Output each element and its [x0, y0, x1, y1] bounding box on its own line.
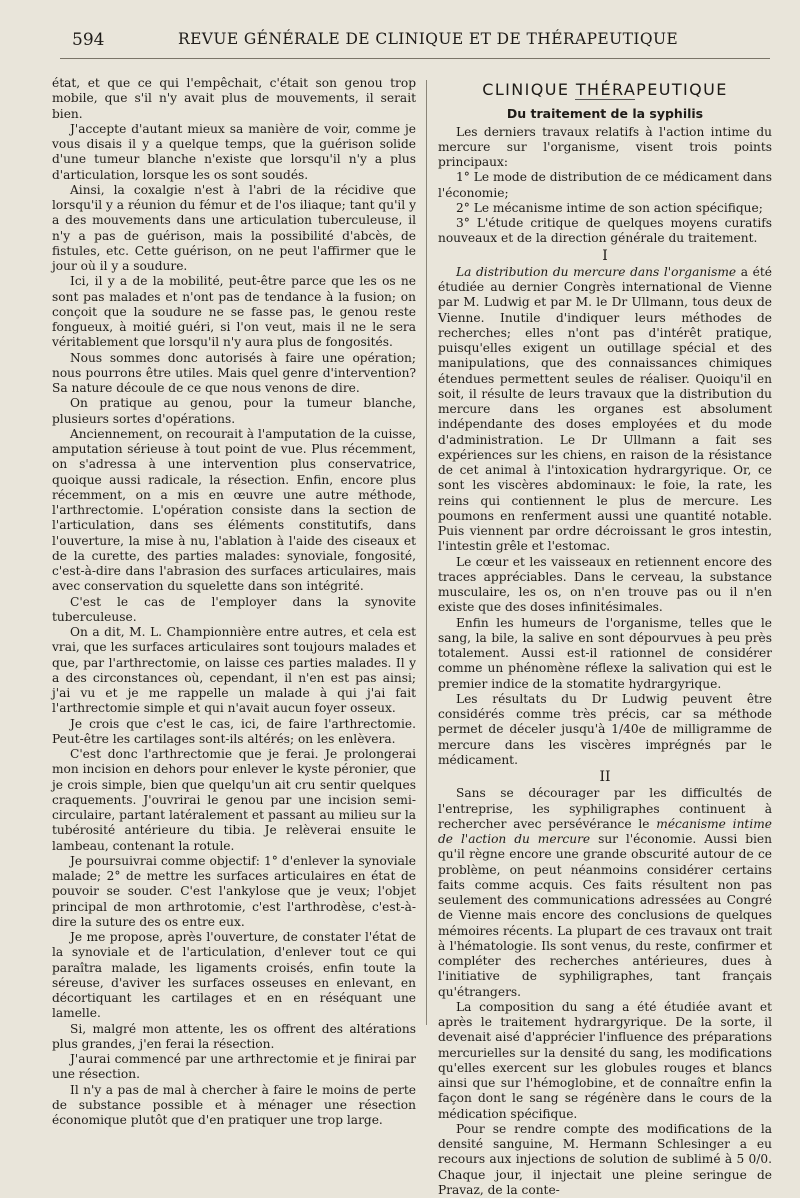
left-column [52, 76, 416, 1127]
paragraph: J'aurai commencé par une arthrectomie et je finirai par une résection. [52, 1052, 416, 1082]
paragraph: Si, malgré mon attente, les os offrent des altérations plus grandes, j'en ferai la résection. [52, 1021, 416, 1051]
list-item: 2° Le mécanisme intime de son action spécifique; [456, 200, 763, 215]
list-item: 1° Le mode de distribution de ce médicament dans l'économie; [438, 170, 772, 200]
paragraph: Enfin les humeurs de l'organisme, telles que le sang, la bile, la salive en sont dépourvues à peu près totalement. Aussi est-il rationnel de considérer comme un phénomène réflexe la salivation qui est le premier indice de la stomatite hydrargyrique. [438, 615, 772, 691]
italic-phrase: mécanisme intime de l'action du mercure [438, 816, 772, 846]
paragraph-text: a été étudiée au dernier Congrès international de Vienne par M. Ludwig et par M. le Dr Ullmann, tous deux de Vienne. Inutile d'indiquer leurs méthodes de recherches; elles n'ont pas d'intérêt pratique, puisqu'elles exigent un outillage spécial et des manipulations, que des connaissances chimiques étendues permettent seules de réaliser. Quoiqu'il en soit, il résulte de leurs travaux que la distribution du mercure dans les organes est absolument indépendante des doses employées et du mode d'administration. Le Dr Ullmann a fait ses expériences sur les chiens, en raison de la résistance de cet animal à l'intoxication hydrargyrique. Or, ce sont les viscères abdominaux: le foie, la rate, les reins qui contiennent le plus de mercure. Les poumons en renferment aussi une quantité notable. Puis viennent par ordre décroissant le gros intestin, l'intestin grêle et l'estomac. [438, 264, 772, 554]
paragraph-text: Sans se décourager par les difficultés de l'entreprise, les syphiligraphes continuent à rechercher avec persévérance le [438, 786, 772, 831]
paragraph: Je crois que c'est le cas, ici, de faire l'arthrectomie. Peut-être les cartilages sont-ils altérés; on les enlèvera. [52, 716, 416, 746]
column-divider [426, 80, 427, 1025]
paragraph: Ici, il y a de la mobilité, peut-être parce que les os ne sont pas malades et n'ont pas de tendance à la fusion; on conçoit que la soudure ne se fasse pas, le genou reste fongueux, à moitié guéri, si l'on veut, mais il ne le sera véritablement que lorsqu'il n'y aura plus de fongosités. [52, 274, 416, 350]
list-item: 3° L'étude critique de quelques moyens curatifs nouveaux et de la direction générale du traitement. [438, 216, 772, 246]
paragraph: C'est donc l'arthrectomie que je ferai. Je prolongerai mon incision en dehors pour enlever le kyste péronier, que je crois simple, bien que quelqu'un ait cru sentir quelques craquements. J'ouvrirai le genou par une incision semi-circulaire, partant latéralement et passant au milieu sur la tubérosité antérieure du tibia. Je relèverai ensuite le lambeau, contenant la rotule. [52, 747, 416, 853]
paragraph [438, 786, 772, 1000]
paragraph: On pratique au genou, pour la tumeur blanche, plusieurs sortes d'opérations. [52, 396, 416, 426]
paragraph: Je me propose, après l'ouverture, de constater l'état de la synoviale et de l'articulation, d'enlever tout ce qui paraîtra malade, les ligaments croisés, enfin toute la séreuse, d'aviver les surfaces osseuses en enlevant, en décortiquant les cartilages et en en réséquant une lamelle. [52, 930, 416, 1021]
paragraph: Les résultats du Dr Ludwig peuvent être considérés comme très précis, car sa méthode permet de déceler jusqu'à 1/40e de milligramme de mercure dans les viscères imprégnés par le médicament. [438, 691, 772, 767]
paragraph: Les derniers travaux relatifs à l'action intime du mercure sur l'organisme, visent trois points principaux: [438, 124, 772, 169]
section-heading: CLINIQUE THÉRAPEUTIQUE [482, 80, 728, 99]
right-column [438, 76, 772, 1197]
page-number: 594 [72, 30, 105, 50]
section-rule [575, 99, 635, 100]
paragraph: On a dit, M. L. Championnière entre autres, et cela est vrai, que les surfaces articulaires sont toujours malades et que, par l'arthrectomie, on laisse ces parties malades. Il y a des circonstances où, cependant, il n'en est pas ainsi; j'ai vu et je me rappelle un malade à qui j'ai fait l'arthrectomie simple et qui n'avait aucun foyer osseux. [52, 625, 416, 716]
header-rule [60, 58, 770, 59]
paragraph: La composition du sang a été étudiée avant et après le traitement hydrargyrique. De la sorte, il devenait aisé d'apprécier l'influence des préparations mercurielles sur la densité du sang, les modifications qu'elles exercent sur les globules rouges et blancs ainsi que sur l'hémoglobine, et de connaître enfin la façon dont le sang se régénère dans le cours de la médication spécifique. [438, 999, 772, 1121]
article-title: Du traitement de la syphilis [506, 106, 704, 122]
page-header [60, 30, 765, 52]
paragraph: Je poursuivrai comme objectif: 1° d'enlever la synoviale malade; 2° de mettre les surfaces articulaires en état de pouvoir se souder. C'est l'ankylose que je veux; l'objet principal de mon arthrotomie, c'est l'arthrodèse, c'est-à-dire la suture des os entre eux. [52, 853, 416, 929]
paragraph: Anciennement, on recourait à l'amputation de la cuisse, amputation sérieuse à tout point de vue. Plus récemment, on s'adressa à une intervention plus conservatrice, quoique aussi radicale, la résection. Enfin, encore plus récemment, on a mis en œuvre une autre méthode, l'arthrectomie. L'opération consiste dans la section de l'articulation, dans ses éléments constitutifs, dans l'ouverture, la mise à nu, l'ablation à l'aide des ciseaux et de la curette, des parties malades: synoviale, fongosité, c'est-à-dire dans l'abrasion des surfaces articulaires, mais avec conservation du squelette dans son intégrité. [52, 426, 416, 594]
paragraph: Nous sommes donc autorisés à faire une opération; nous pourrons être utiles. Mais quel genre d'intervention? Sa nature découle de ce que nous venons de dire. [52, 350, 416, 395]
paragraph: Le cœur et les vaisseaux en retiennent encore des traces appréciables. Dans le cerveau, la substance musculaire, les os, on n'en trouve pas ou il n'en existe que des doses infinitésimales. [438, 554, 772, 615]
paragraph: Pour se rendre compte des modifications de la densité sanguine, M. Hermann Schlesinger a eu recours aux injections de solution de sublimé à 5 0/0. Chaque jour, il injectait une pleine seringue de Pravaz, de la conte- [438, 1121, 772, 1197]
paragraph: Ainsi, la coxalgie n'est à l'abri de la récidive que lorsqu'il y a réunion du fémur et de l'os iliaque; tant qu'il y a des mouvements dans une articulation tuberculeuse, il n'y a pas de guérison, mais la possibilité d'abcès, de fistules, etc. Cette guérison, on ne peut l'affirmer que le jour où il y a soudure. [52, 182, 416, 273]
running-title: REVUE GÉNÉRALE DE CLINIQUE ET DE THÉRAPEUTIQUE [178, 30, 679, 48]
paragraph: Il n'y a pas de mal à chercher à faire le moins de perte de substance possible et à ménager une résection économique plutôt que d'en pratiquer une trop large. [52, 1082, 416, 1127]
paragraph: état, et que ce qui l'empêchait, c'était son genou trop mobile, que s'il n'y avait plus de mouvements, il serait bien. [52, 76, 416, 121]
part-numeral: I [602, 247, 608, 264]
paragraph: J'accepte d'autant mieux sa manière de voir, comme je vous disais il y a quelque temps, que la guérison solide d'une tumeur blanche n'existe que lorsqu'il n'y a plus d'articulation, lorsque les os sont soudés. [52, 121, 416, 182]
part-numeral: II [599, 769, 611, 785]
paragraph: C'est le cas de l'employer dans la synovite tuberculeuse. [52, 594, 416, 624]
paragraph-text: sur l'économie. Aussi bien qu'il règne encore une grande obscurité autour de ce problème, on peut néanmoins considérer certains faits comme acquis. Ces faits résultent non pas seulement des communications adressées au Congré de Vienne mais encore des conclusions de quelques mémoires récents. La plupart de ces travaux ont trait à l'hématologie. Ils sont venus, du reste, confirmer et compléter des recherches antérieures, dues à l'initiative de syphiligraphes, tant français qu'étrangers. [438, 832, 772, 999]
paragraph [438, 265, 772, 555]
italic-lead: La distribution du mercure dans l'organisme [456, 264, 737, 279]
